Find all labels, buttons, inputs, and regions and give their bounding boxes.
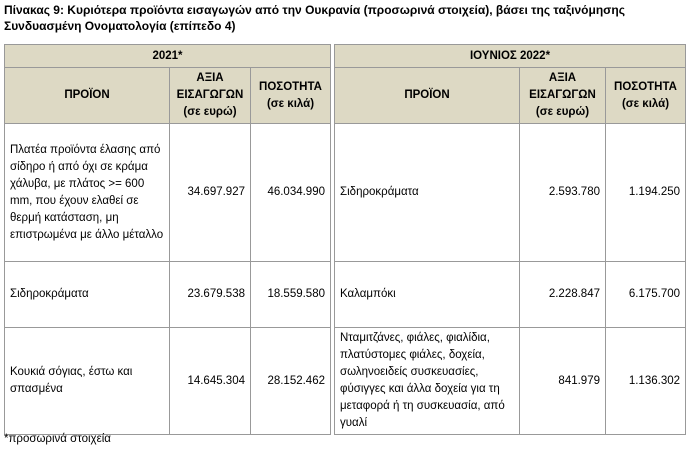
caption-line-2: Συνδυασμένη Ονοματολογία (επίπεδο 4) <box>4 19 236 33</box>
column-header-product: ΠΡΟΪΟΝ <box>335 68 520 124</box>
quantity-cell: 6.175.700 <box>606 262 686 328</box>
table-row <box>5 262 686 328</box>
value-cell: 14.645.304 <box>170 328 251 435</box>
column-header-product: ΠΡΟΪΟΝ <box>5 68 170 124</box>
quantity-cell: 1.194.250 <box>606 124 686 262</box>
column-header-value: ΑΞΙΑ ΕΙΣΑΓΩΓΩΝ (σε ευρώ) <box>170 68 251 124</box>
column-header-quantity: ΠΟΣΟΤΗΤΑ (σε κιλά) <box>606 68 686 124</box>
product-cell: Σιδηροκράματα <box>335 124 520 262</box>
caption-line-1: Πίνακας 9: Κυριότερα προϊόντα εισαγωγών από την Ουκρανία (προσωρινά στοιχεία), βάσει της ταξινόμησης <box>4 3 625 17</box>
period-header-2021: 2021* <box>5 45 331 68</box>
imports-table <box>4 44 686 435</box>
quantity-cell: 28.152.462 <box>251 328 331 435</box>
quantity-cell: 1.136.302 <box>606 328 686 435</box>
value-cell: 2.593.780 <box>520 124 606 262</box>
quantity-cell: 46.034.990 <box>251 124 331 262</box>
column-header-quantity: ΠΟΣΟΤΗΤΑ (σε κιλά) <box>251 68 331 124</box>
footnote: *προσωρινά στοιχεία <box>4 433 111 445</box>
product-cell: Πλατέα προϊόντα έλασης από σίδηρο ή από όχι σε κράμα χάλυβα, με πλάτος >= 600 mm, που έχουν ελαθεί σε θερμή κατάσταση, μη επιστρωμένα με άλλο μέταλλο <box>5 124 170 262</box>
table-row <box>5 328 686 435</box>
product-cell: Σιδηροκράματα <box>5 262 170 328</box>
product-cell: Καλαμπόκι <box>335 262 520 328</box>
value-cell: 2.228.847 <box>520 262 606 328</box>
product-cell: Νταμιτζάνες, φιάλες, φιαλίδια, πλατύστομες φιάλες, δοχεία, σωληνοειδείς συσκευασίες, φύσιγγες και άλλα δοχεία για τη μεταφορά ή τη συσκευασία, από γυαλί <box>335 328 520 435</box>
table-caption <box>4 2 684 34</box>
period-header-june-2022: ΙΟΥΝΙΟΣ 2022* <box>335 45 686 68</box>
column-header-value: ΑΞΙΑ ΕΙΣΑΓΩΓΩΝ (σε ευρώ) <box>520 68 606 124</box>
value-cell: 23.679.538 <box>170 262 251 328</box>
quantity-cell: 18.559.580 <box>251 262 331 328</box>
table-row <box>5 124 686 262</box>
product-cell: Κουκιά σόγιας, έστω και σπασμένα <box>5 328 170 435</box>
value-cell: 34.697.927 <box>170 124 251 262</box>
value-cell: 841.979 <box>520 328 606 435</box>
